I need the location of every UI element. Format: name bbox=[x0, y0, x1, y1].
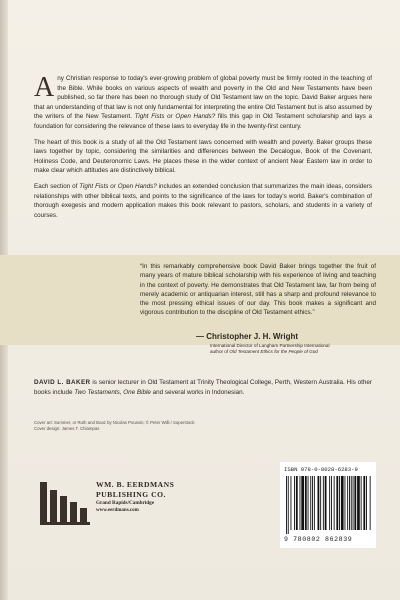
barcode-bar bbox=[294, 476, 295, 530]
publisher-name-line-2: PUBLISHING CO. bbox=[96, 490, 166, 499]
barcode-digits: 9 780802 862839 bbox=[284, 536, 353, 543]
author-title-line-1: International Director of Langham Partnership International bbox=[210, 343, 330, 348]
publisher-place: Grand Rapids/Cambridge bbox=[96, 500, 155, 506]
isbn-label: ISBN 978-0-8028-6283-9 bbox=[284, 466, 358, 473]
barcode-bar bbox=[320, 476, 321, 530]
author-title-book: Old Testament Ethics for the People of God bbox=[229, 349, 318, 354]
description-paragraph-3 bbox=[34, 182, 372, 220]
bio-text-end: and several works in Indonesian. bbox=[150, 388, 245, 396]
p3-book-title: Tight Fists or Open Hands? bbox=[79, 182, 157, 190]
barcode-bar bbox=[305, 476, 307, 530]
drop-cap: A bbox=[34, 72, 55, 103]
publisher-logo bbox=[40, 478, 92, 526]
author-title-line-2 bbox=[210, 349, 390, 355]
cover-art-credit: Cover art: Summer, or Ruth and Boaz by Nicolas Poussin; © Peter Willi / Superstock bbox=[34, 420, 195, 425]
barcode-bar bbox=[291, 476, 292, 530]
barcode-bar bbox=[347, 476, 348, 530]
author-bio bbox=[34, 378, 372, 397]
barcode-bar bbox=[314, 476, 315, 530]
barcode-bar bbox=[366, 476, 367, 530]
barcode-bar bbox=[288, 476, 289, 534]
barcode bbox=[283, 476, 373, 534]
author-name: DAVID L. BAKER bbox=[34, 379, 91, 386]
p1-end: fills this gap in Old Testament scholarship and lays a foundation for considering the relevance of these laws to everyday life in the twenty-first century. bbox=[34, 113, 372, 130]
barcode-bar bbox=[312, 476, 313, 530]
barcode-bar bbox=[331, 476, 332, 530]
publisher-imprint bbox=[96, 480, 206, 514]
barcode-bar bbox=[286, 476, 287, 534]
bio-text-start: is senior lecturer in Old Testament at Trinity Theological College, Perth, Western Australia. His other books include bbox=[34, 379, 372, 396]
barcode-bar bbox=[351, 476, 352, 530]
barcode-bar bbox=[353, 476, 354, 530]
p3-start: Each section of bbox=[34, 182, 80, 190]
barcode-bar bbox=[357, 476, 360, 530]
barcode-bar bbox=[339, 476, 340, 530]
description-text bbox=[34, 74, 372, 226]
barcode-bar bbox=[363, 476, 365, 530]
barcode-bar bbox=[318, 476, 320, 530]
barcode-bar bbox=[354, 476, 356, 530]
barcode-bar bbox=[334, 476, 335, 530]
barcode-bar bbox=[329, 476, 330, 530]
p1-text: ny Christian response to today's ever-growing problem of global poverty must be firmly rooted in the teaching of the Bible. While books on various aspects of wealth and poverty in the Old and New Testaments have been published, so far there has been no thorough study of Old Testament law on the topic. David Baker argues here that an understanding of that law is not only fundamental for interpreting the entire Old Testament but is also assumed by the writers of the New Testament. bbox=[34, 75, 372, 121]
author-title-prefix: author of bbox=[210, 349, 230, 354]
publisher-website: www.eerdmans.com bbox=[96, 508, 139, 513]
barcode-bar bbox=[370, 476, 371, 530]
barcode-bar bbox=[345, 476, 346, 530]
description-paragraph-2: The heart of this book is a study of all the Old Testament laws concerned with wealth and poverty. Baker groups these laws together by topic, considering the similarities and differences between the Decalogue, Book of the Covenant, Holiness Code, and Deuteronomic Laws. He places these in the wider context of ancient Near Eastern law in order to make clear which attitudes are distinctively biblical. bbox=[34, 138, 372, 175]
cover-design-credit: Cover design: James T. Chiampas bbox=[34, 426, 100, 432]
barcode-bar bbox=[361, 476, 362, 530]
barcode-bar bbox=[336, 476, 338, 530]
barcode-bar bbox=[341, 476, 344, 530]
p3-end: includes an extended conclusion that summarizes the main ideas, considers relationships with other biblical texts, and points to the significance of the laws for today's world. Baker's combination of thorough exegesis and modern application makes this book relevant to pastors, scholars, and students in a variety of courses. bbox=[34, 182, 372, 219]
barcode-bar bbox=[301, 476, 304, 530]
barcode-bar bbox=[308, 476, 309, 530]
endorsement-author-title bbox=[210, 343, 390, 355]
endorsement-quote: “In this remarkably comprehensive book David Baker brings together the fruit of many years of mature biblical scholarship with his experience of living and teaching in the context of poverty. He demonstrates that Old Testament law, far from being of merely academic or antiquarian interest, still has a sharp and profound relevance to the most pressing ethical issues of our day. This book makes a significant and vigorous contribution to the discipline of Old Testament ethics.” bbox=[140, 263, 376, 317]
barcode-bar bbox=[300, 476, 301, 530]
barcode-bar bbox=[296, 476, 298, 530]
bio-book-title: Two Testaments, One Bible bbox=[74, 388, 151, 396]
barcode-bar bbox=[325, 476, 327, 530]
barcode-bar bbox=[323, 476, 324, 530]
publisher-name-line-1: WM. B. EERDMANS bbox=[96, 480, 175, 489]
p1-book-title: Tight Fists or Open Hands? bbox=[134, 113, 216, 121]
cover-credits bbox=[34, 420, 294, 433]
barcode-bar bbox=[349, 476, 350, 530]
description-paragraph-1 bbox=[34, 74, 372, 132]
endorsement-author: — Christopher J. H. Wright bbox=[196, 332, 299, 341]
barcode-bar bbox=[310, 476, 311, 530]
